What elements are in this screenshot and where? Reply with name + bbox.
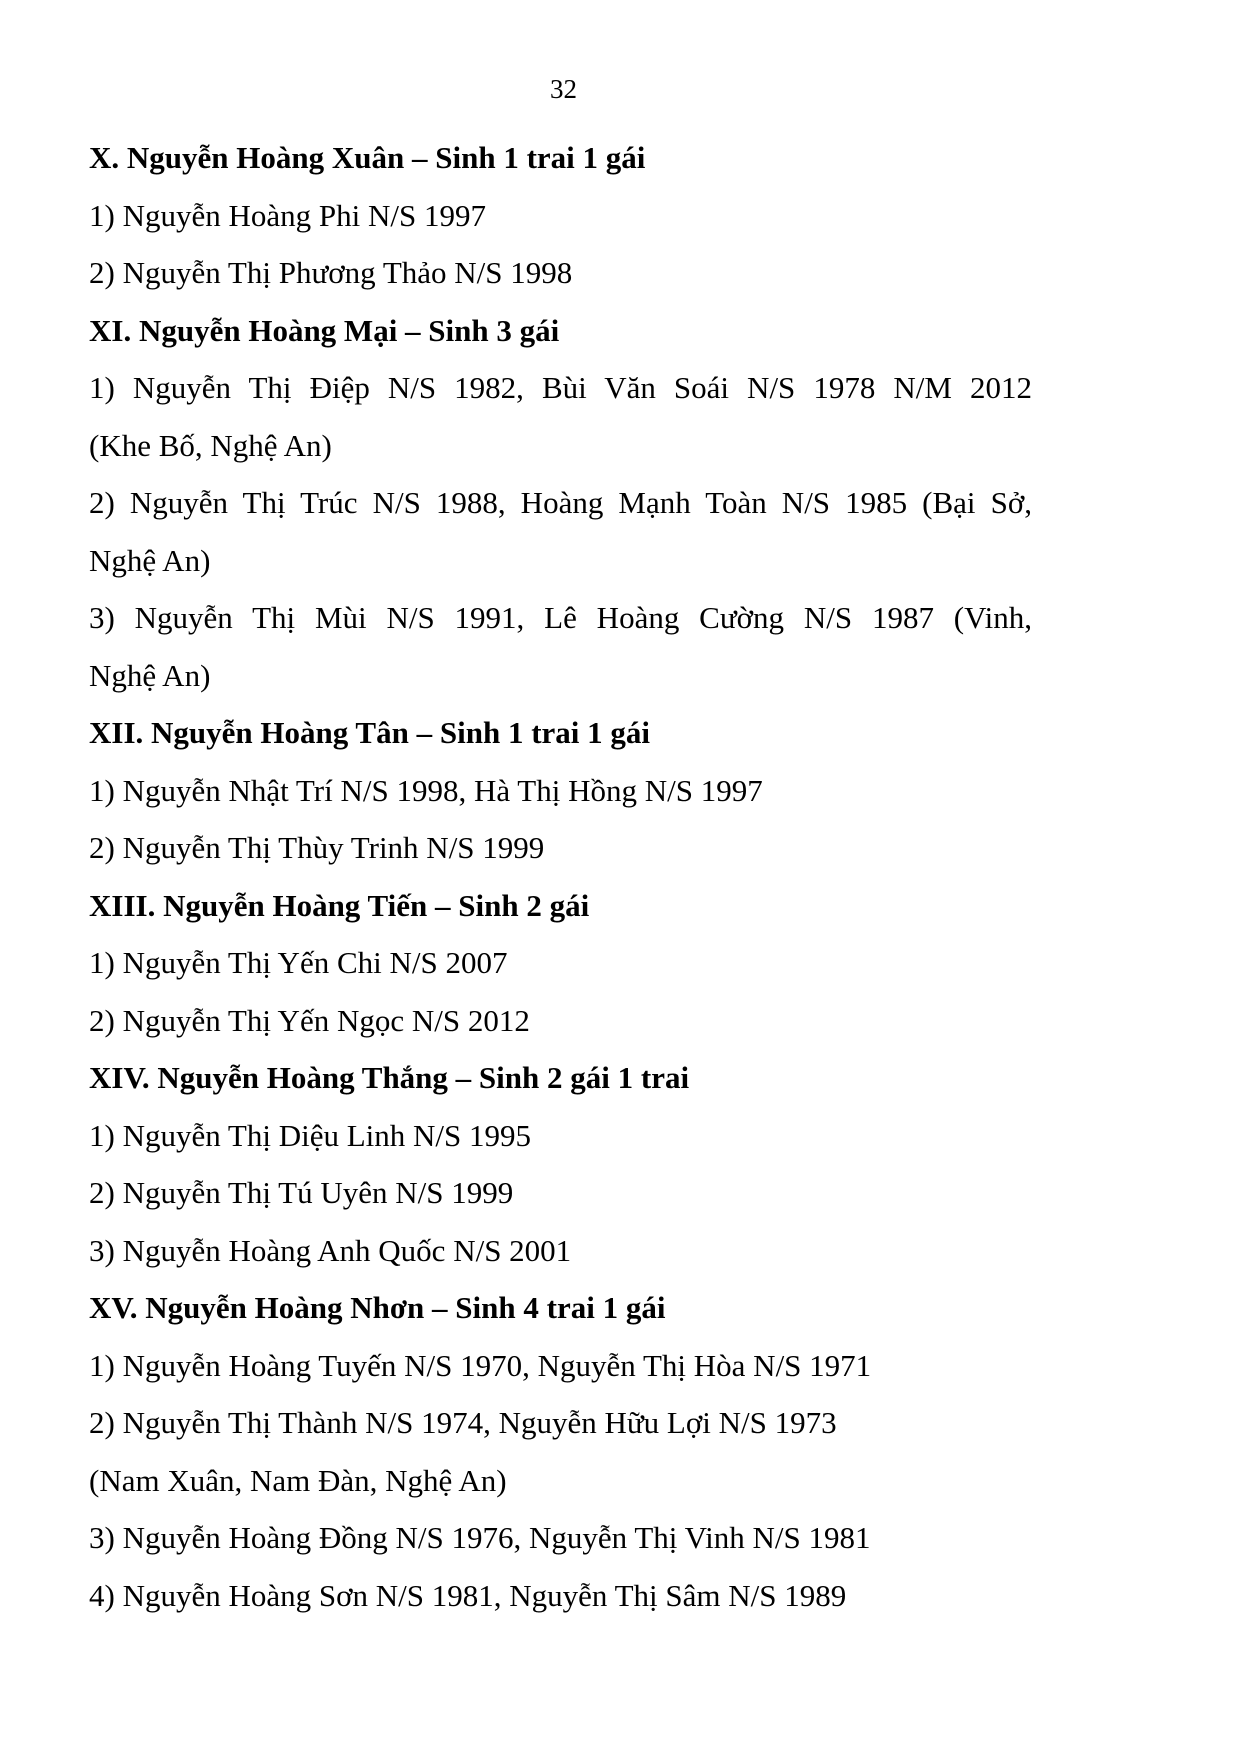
section-heading-x: X. Nguyễn Hoàng Xuân – Sinh 1 trai 1 gái [89,140,646,175]
list-item: 1) Nguyễn Thị Diệu Linh N/S 1995 [89,1117,532,1153]
list-item: 4) Nguyễn Hoàng Sơn N/S 1981, Nguyễn Thị Sâm N/S 1989 [89,1577,847,1613]
list-item: 2) Nguyễn Thị Thùy Trinh N/S 1999 [89,830,545,865]
list-item: 3) Nguyễn Hoàng Đồng N/S 1976, Nguyễn Thị Vinh N/S 1981 [89,1520,871,1555]
document-body [89,129,1032,1624]
list-item: 1) Nguyễn Thị Điệp N/S 1982, Bùi Văn Soái N/S 1978 N/M 2012 [89,370,1032,405]
section-heading-xiv: XIV. Nguyễn Hoàng Thắng – Sinh 2 gái 1 trai [89,1060,690,1095]
list-item: 1) Nguyễn Hoàng Tuyến N/S 1970, Nguyễn Thị Hòa N/S 1971 [89,1347,872,1383]
section-heading-xiii: XIII. Nguyễn Hoàng Tiến – Sinh 2 gái [89,887,590,923]
section-heading-xi: XI. Nguyễn Hoàng Mại – Sinh 3 gái [89,312,560,348]
list-item: 2) Nguyễn Thị Phương Thảo N/S 1998 [89,255,573,290]
list-item: 1) Nguyễn Thị Yến Chi N/S 2007 [89,945,508,980]
list-item: 1) Nguyễn Nhật Trí N/S 1998, Hà Thị Hồng N/S 1997 [89,772,763,808]
section-heading-xv: XV. Nguyễn Hoàng Nhơn – Sinh 4 trai 1 gái [89,1290,666,1325]
list-item-continuation: Nghệ An) [89,542,211,578]
list-item: 2) Nguyễn Thị Trúc N/S 1988, Hoàng Mạnh Toàn N/S 1985 (Bại Sở, [89,485,1032,520]
list-item: 3) Nguyễn Thị Mùi N/S 1991, Lê Hoàng Cường N/S 1987 (Vinh, [89,600,1032,635]
list-item: 2) Nguyễn Thị Thành N/S 1974, Nguyễn Hữu Lợi N/S 1973 [89,1405,837,1440]
list-item-continuation: (Nam Xuân, Nam Đàn, Nghệ An) [89,1462,507,1498]
page-number: 32 [550,74,577,104]
list-item: 2) Nguyễn Thị Tú Uyên N/S 1999 [89,1175,514,1210]
list-item-continuation: Nghệ An) [89,657,211,693]
list-item: 2) Nguyễn Thị Yến Ngọc N/S 2012 [89,1002,530,1038]
section-heading-xii: XII. Nguyễn Hoàng Tân – Sinh 1 trai 1 gái [89,715,650,750]
list-item-continuation: (Khe Bố, Nghệ An) [89,427,332,463]
list-item: 1) Nguyễn Hoàng Phi N/S 1997 [89,197,486,233]
list-item: 3) Nguyễn Hoàng Anh Quốc N/S 2001 [89,1232,572,1268]
